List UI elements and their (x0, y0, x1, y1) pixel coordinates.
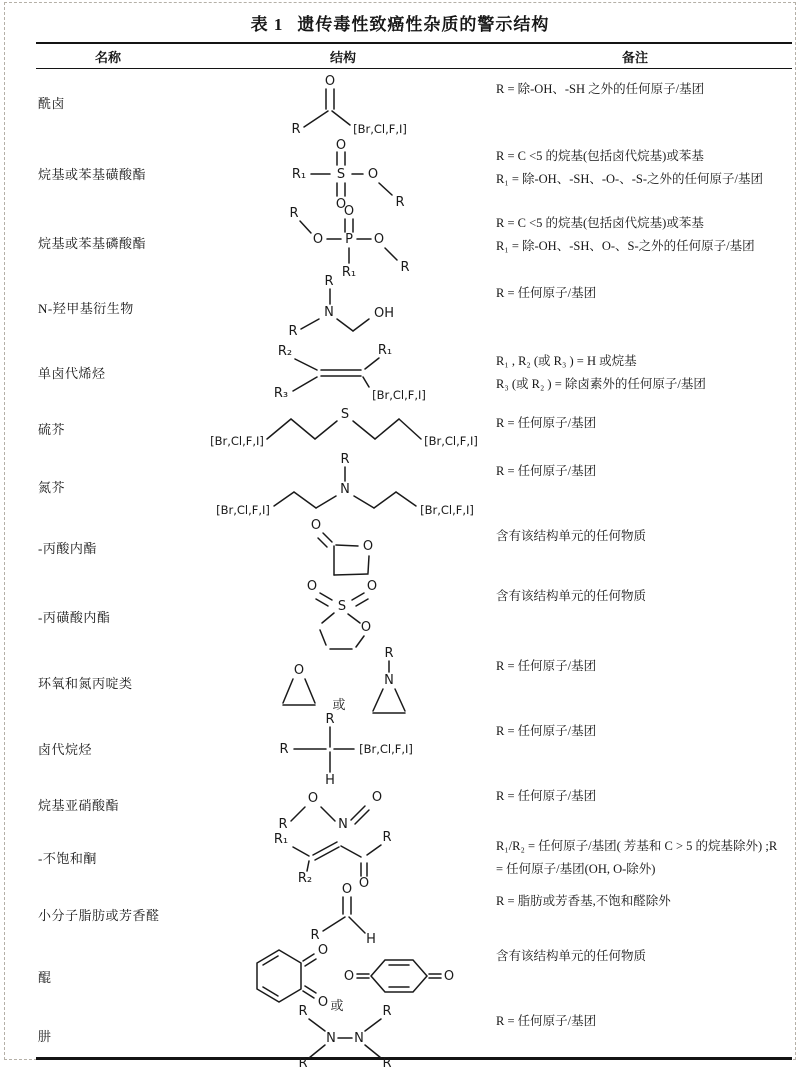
remark-line: R = 任何原子/基团 (496, 789, 597, 803)
label-n2: N (354, 1031, 364, 1046)
remark-line: R = 任何原子/基团 (496, 1014, 597, 1028)
row-remarks (478, 403, 792, 453)
label-halide: [Br,Cl,F,I] (372, 388, 426, 402)
label-r1: R₁ (341, 265, 357, 280)
structure-hydrazine-drawing (243, 1001, 443, 1069)
structure-sulfur-mustard-drawing (203, 403, 483, 453)
row-name: 醌 (38, 969, 52, 985)
structure-sulfur-mustard (208, 403, 478, 453)
structure-alkyl-nitrite-drawing (243, 776, 443, 832)
label-or: 或 (332, 697, 346, 712)
label-r-br: R (382, 1056, 392, 1069)
row-name: 硫芥 (38, 421, 66, 437)
row-name: 小分子脂肪或芳香醛 (38, 907, 160, 923)
label-or: 或 (330, 998, 344, 1013)
label-halide-left: [Br,Cl,F,I] (210, 434, 264, 448)
header-name: 名称 (94, 50, 121, 65)
structure-phosphate-drawing (248, 203, 438, 281)
label-r-top: R (289, 206, 299, 221)
label-o-tr: O (317, 943, 329, 958)
label-h: H (325, 773, 335, 788)
remark-line: R = C <5 的烷基(包括卤代烷基)或苯基 (496, 149, 704, 163)
structure-nitrogen-mustard (208, 451, 478, 521)
label-r: R (395, 195, 405, 210)
remark-line: R = 任何原子/基团 (496, 416, 597, 430)
table-row (8, 69, 792, 136)
row-remarks (478, 576, 792, 656)
row-name: 酰卤 (38, 96, 66, 111)
label-halide-right: [Br,Cl,F,I] (424, 434, 478, 448)
label-r: R (384, 646, 394, 661)
table-row (8, 451, 792, 516)
remark-line: 含有该结构单元的任何物质 (496, 529, 647, 543)
label-n: N (384, 673, 394, 688)
label-halide: [Br,Cl,F,I] (353, 121, 407, 136)
label-n: N (338, 817, 348, 832)
row-name: 单卤代烯烃 (38, 365, 106, 381)
label-r-tl: R (298, 1004, 308, 1019)
label-o-left: O (306, 579, 318, 594)
table-row (8, 1001, 792, 1069)
structure-haloalkane (208, 711, 478, 788)
structure-monohaloalkene-drawing (243, 341, 443, 403)
row-remarks (478, 516, 792, 578)
label-halide: [Br,Cl,F,I] (359, 742, 413, 756)
remark-line: R₁ , R₂ (或 R₃ ) = H 或烷基 (496, 354, 637, 368)
remark-line: R = 任何原子/基团 (496, 286, 597, 300)
label-o-top: O (343, 204, 355, 219)
table-row (8, 826, 792, 891)
label-r-left: R (279, 742, 289, 757)
structure-alkyl-nitrite (208, 776, 478, 832)
label-halide-left: [Br,Cl,F,I] (216, 503, 270, 517)
row-name: -不饱和酮 (38, 850, 97, 866)
table-row (8, 646, 792, 711)
row-remarks (478, 711, 792, 785)
table-row (8, 203, 792, 280)
remark-line: 含有该结构单元的任何物质 (496, 949, 647, 963)
label-o-left: O (312, 232, 324, 247)
label-r1: R₁ (273, 832, 289, 847)
row-remarks (478, 646, 792, 718)
label-o-br: O (317, 995, 329, 1010)
label-o: O (358, 876, 370, 891)
label-r-bl: R (298, 1056, 308, 1069)
row-remarks (478, 69, 792, 136)
table-row (8, 776, 792, 832)
remark-line: R = 任何原子/基团 (496, 724, 597, 738)
label-r: R (291, 121, 301, 137)
structure-phosphate-ester (208, 203, 478, 281)
label-h: H (366, 932, 376, 947)
row-name: 烷基或苯基磺酸酯 (38, 166, 147, 182)
label-r: R (382, 830, 392, 845)
structure-sulfonate-ester (208, 136, 478, 210)
label-halide-right: [Br,Cl,F,I] (420, 503, 474, 517)
structure-propane-sultone-drawing (278, 576, 408, 656)
table-row (8, 936, 792, 1013)
label-r2: R₂ (277, 344, 293, 359)
label-o2: O (371, 790, 383, 805)
row-name: 氮芥 (38, 479, 66, 495)
label-r-top: R (325, 712, 335, 727)
structure-epoxide-aziridine (208, 646, 478, 718)
remark-line: R = 脂肪或芳香基,不饱和醛除外 (496, 894, 671, 908)
table-row (8, 273, 792, 341)
label-s: S (340, 407, 350, 422)
structure-propiolactone-drawing (278, 516, 408, 578)
remark-line: R = 任何原子/基团 (496, 659, 597, 673)
label-o-exo: O (310, 518, 322, 533)
row-name: 烷基亚硝酸酯 (38, 797, 120, 813)
row-name: 烷基或苯基磷酸酯 (38, 235, 147, 251)
label-o-top: O (335, 138, 347, 153)
row-remarks (478, 341, 792, 403)
structure-unsaturated-ketone (208, 826, 478, 891)
label-p: P (345, 232, 353, 247)
label-r-tr: R (382, 1004, 392, 1019)
row-name: -丙磺酸内酯 (38, 609, 111, 625)
row-remarks (478, 451, 792, 521)
label-s: S (336, 167, 346, 182)
table-caption-label: 表 1 (250, 15, 284, 34)
table-caption-title: 遗传毒性致癌性杂质的警示结构 (297, 15, 550, 34)
row-name: 卤代烷烃 (38, 741, 93, 757)
label-r: R (278, 817, 288, 832)
structure-monohaloalkene (208, 341, 478, 403)
table-row (8, 881, 792, 947)
label-o-right: O (367, 167, 379, 182)
remark-line: R = 除-OH、-SH 之外的任何原子/基团 (496, 82, 705, 96)
structure-acyl-halide (208, 69, 478, 136)
structure-unsaturated-ketone-drawing (243, 826, 443, 891)
header-remarks: 备注 (621, 50, 648, 65)
structure-epoxide-aziridine-drawing (243, 646, 443, 718)
label-o-right: O (373, 232, 385, 247)
table-row (8, 136, 792, 212)
remark-line: R₁ = 除-OH、-SH、-O-、-S-之外的任何原子/基团 (496, 171, 763, 186)
label-n: N (324, 305, 334, 320)
label-r1: R₁ (377, 343, 393, 358)
warning-structures-table (8, 69, 792, 1069)
label-o: O (293, 663, 305, 678)
remark-line: R₁ = 除-OH、-SH、O-、S-之外的任何原子/基团 (496, 238, 755, 253)
structure-propane-sultone (208, 576, 478, 656)
row-name: N-羟甲基衍生物 (38, 300, 134, 316)
remark-line: R = C <5 的烷基(包括卤代烷基)或苯基 (496, 216, 704, 230)
structure-sulfonate-drawing (253, 136, 433, 210)
table-row (8, 711, 792, 788)
structure-nitrogen-mustard-drawing (203, 451, 483, 521)
row-remarks (478, 203, 792, 281)
remark-line: R = 任何原子/基团 (496, 464, 597, 478)
label-r: R (340, 452, 350, 467)
label-n: N (340, 482, 350, 497)
label-o: O (341, 882, 353, 897)
label-o1: O (307, 791, 319, 806)
label-s: S (337, 599, 347, 614)
row-name: -丙酸内酯 (38, 540, 97, 556)
label-r-left: R (288, 324, 298, 339)
label-r2: R₂ (297, 871, 313, 886)
row-name: 环氧和氮丙啶类 (38, 675, 133, 691)
row-remarks (478, 1001, 792, 1069)
label-r: R (310, 928, 320, 943)
label-o-ring: O (360, 620, 372, 635)
label-r1: R₁ (291, 167, 307, 182)
row-remarks (478, 826, 792, 888)
label-o-right: O (443, 969, 455, 984)
header-structure: 结构 (329, 50, 356, 65)
label-o-left: O (343, 969, 355, 984)
table-row (8, 341, 792, 403)
table-row (8, 516, 792, 576)
label-r-top: R (324, 274, 334, 289)
label-o: O (324, 73, 336, 89)
row-remarks (478, 136, 792, 210)
table-row (8, 403, 792, 451)
label-r3: R₃ (273, 386, 289, 401)
table-row (8, 576, 792, 646)
row-name: 肼 (38, 1028, 52, 1044)
label-o-right: O (366, 579, 378, 594)
structure-hydrazine (208, 1001, 478, 1069)
table-caption (0, 10, 800, 35)
remark-line: R₁/R₂ = 任何原子/基团( 芳基和 C > 5 的烷基除外) ;R = 任何原子/基团(OH, O-除外) (496, 839, 778, 876)
structure-haloalkane-drawing (238, 711, 448, 788)
remark-line: R₃ (或 R₂ ) = 除卤素外的任何原子/基团 (496, 376, 706, 391)
row-remarks (478, 776, 792, 832)
label-o-bottom: O (335, 197, 347, 212)
structure-n-hydroxymethyl (208, 273, 478, 341)
remark-line: 含有该结构单元的任何物质 (496, 589, 647, 603)
structure-propiolactone (208, 516, 478, 578)
label-r-bottom: R (400, 260, 410, 275)
table-header-row (8, 44, 792, 68)
row-remarks (478, 273, 792, 341)
label-o-ring: O (362, 539, 374, 554)
structure-n-hydroxymethyl-drawing (253, 273, 433, 341)
label-oh: OH (373, 306, 395, 321)
label-n1: N (326, 1031, 336, 1046)
structure-acyl-halide-drawing (258, 71, 428, 135)
